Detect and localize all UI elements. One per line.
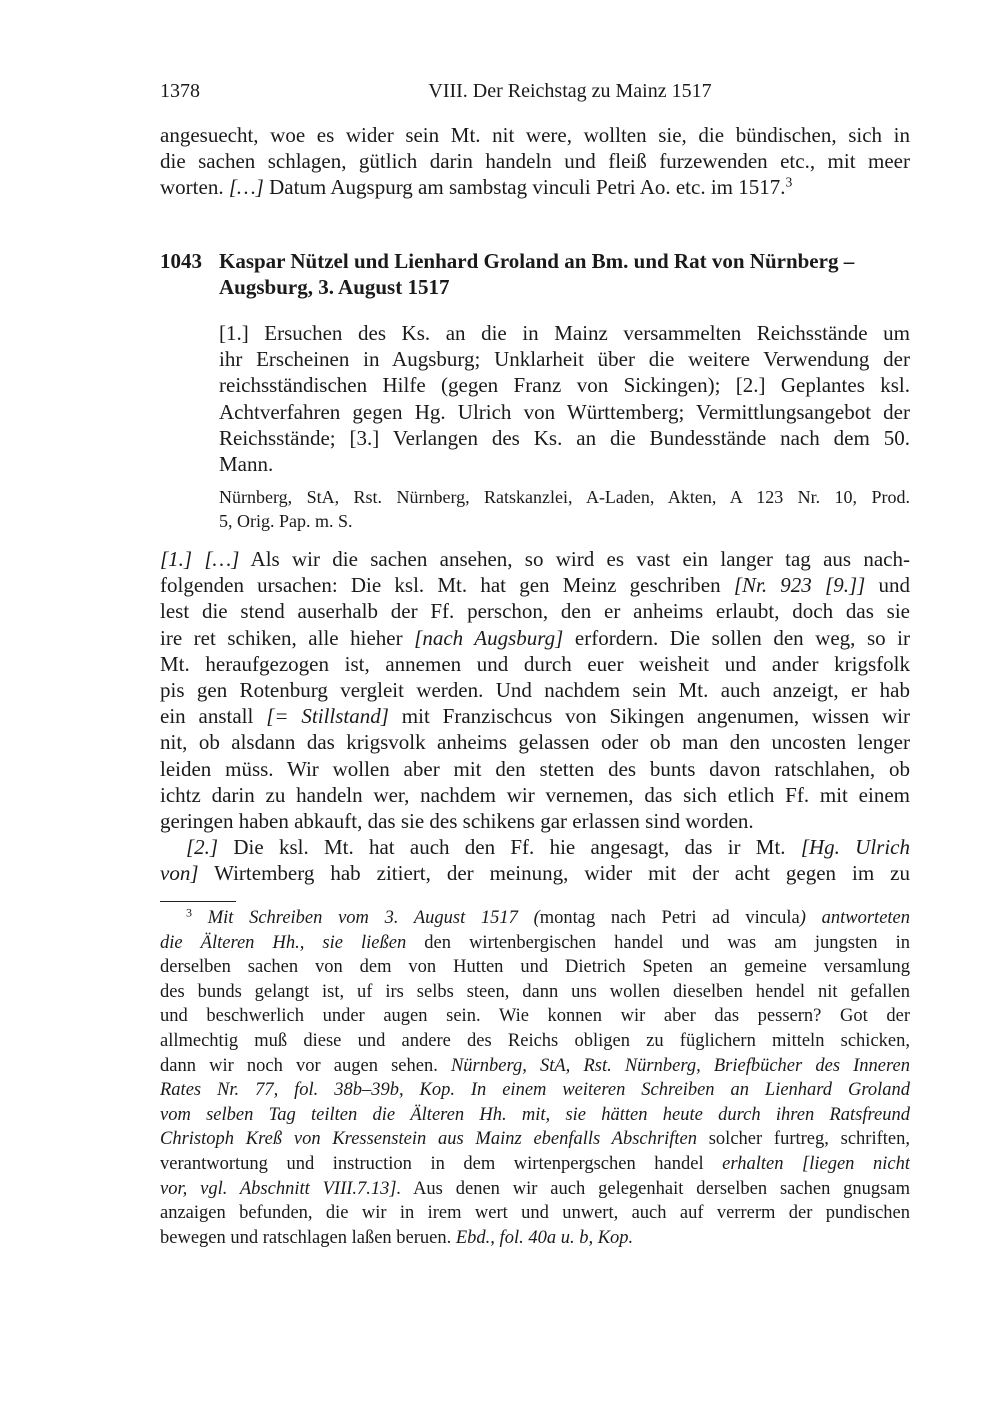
text-segment: ein anstall (160, 704, 267, 729)
text-segment: worten. (160, 175, 229, 200)
text-line (160, 955, 910, 980)
text-segment: und beschwerlich under augen sein. Wie konnen wir aber das pessern? Got der (160, 1006, 910, 1027)
text-segment: Nürnberg, StA, Rst. Nürnberg, Ratskanzlei, A-Laden, Akten, A 123 Nr. 10, Prod. (219, 487, 910, 507)
text-segment: dann wir noch vor augen sehen. (160, 1055, 451, 1076)
text-line (160, 782, 910, 808)
text-segment: den wirtenbergischen handel und was am jungsten in (406, 932, 910, 953)
text-line (160, 598, 910, 624)
text-segment: und (865, 573, 910, 598)
text-segment: [Hg. Ulrich (800, 835, 910, 860)
text-segment: [1.] […] (160, 547, 240, 571)
text-line (160, 174, 910, 200)
text-segment: pis gen Rotenburg vergleit werden. Und nachdem sein Mt. auch anzeigt, er hab (160, 677, 910, 702)
text-segment: erfordern. Die sollen den weg, so ir (563, 625, 910, 650)
text-segment: [= Stillstand] (266, 704, 389, 729)
text-segment: erhalten [liegen nicht (722, 1153, 910, 1174)
text-segment: verantwortung und instruction in dem wirtenpergschen handel (160, 1153, 723, 1174)
text-segment: Als wir die sachen ansehen, so wird es vast ein langer tag aus nach- (239, 547, 910, 571)
text-line (160, 677, 910, 703)
text-line (160, 1201, 910, 1226)
document-summary (219, 320, 910, 477)
text-line (160, 756, 910, 782)
text-segment: leiden müss. Wir wollen aber mit den stetten des bunts davon ratschlahen, ob (160, 756, 910, 781)
document-number: 1043 (160, 249, 202, 273)
intro-paragraph (160, 122, 910, 201)
text-segment: bewegen und ratschlagen laßen beruen. (160, 1227, 456, 1248)
text-segment: ) antworteten (799, 908, 910, 928)
text-line (219, 485, 910, 509)
text-segment: von] (160, 861, 199, 886)
text-line (160, 625, 910, 651)
text-segment: derselben sachen von dem von Hutten und Dietrich Speten an gemeine versamlung (160, 957, 910, 978)
text-line (219, 509, 910, 533)
text-line (160, 931, 910, 956)
document-body (160, 546, 910, 886)
text-line (160, 148, 910, 174)
text-segment: Aus denen wir auch gelegenhait derselben sachen gnugsam (401, 1178, 910, 1199)
footnote-rule (160, 901, 236, 902)
text-segment: [2.] (186, 835, 219, 860)
text-segment: anzaigen befunden, die wir in irem wert und unwert, auch auf verrerm der pundischen (160, 1203, 910, 1224)
text-segment (192, 908, 208, 928)
text-segment: ihr Erscheinen in Augsburg; Unklarheit über die weitere Verwendung der (219, 347, 910, 372)
document-title (219, 248, 910, 300)
text-segment: Achtverfahren gegen Hg. Ulrich von Württemberg; Vermittlungsangebot der (219, 399, 910, 424)
text-segment: 5, Orig. Pap. m. S. (219, 511, 353, 531)
text-segment: [nach Augsburg] (414, 625, 564, 650)
text-segment: des bunds gelangt ist, uf irs selbs steen, dann uns wollen dieselben hendel nit gefallen (160, 981, 910, 1002)
text-segment: Datum Augspurg am sambstag vinculi Petri Ao. etc. im 1517. (263, 175, 786, 200)
text-segment: mit Franzischcus von Sikingen angenumen, wissen wir (388, 704, 910, 729)
text-line (160, 546, 910, 572)
text-segment: allmechtig muß diese und andere des Reichs obligen zu füglichern mitteln schicken, (160, 1030, 910, 1051)
text-line (160, 1127, 910, 1152)
text-segment: Nürnberg, StA, Rst. Nürnberg, Briefbücher des Inneren (450, 1055, 910, 1076)
text-segment: die sachen schlagen, gütlich darin handeln und fleiß furzewenden etc., mit meer (160, 149, 910, 174)
text-segment: Wirtemberg hab zitiert, der meinung, wider mit der acht gegen im zu (198, 861, 910, 886)
text-line (160, 808, 910, 834)
text-segment: solcher furtreg, schriften, (696, 1129, 910, 1150)
text-line (160, 1177, 910, 1202)
text-line (219, 451, 910, 477)
text-line (219, 372, 910, 398)
text-segment: vom selben Tag teilten die Älteren Hh. mit, sie hätten heute durch ihren Ratsfreund (160, 1104, 910, 1125)
source-citation (219, 485, 910, 533)
text-line (160, 729, 910, 755)
page-number: 1378 (160, 80, 200, 102)
text-segment: Mit Schreiben vom 3. August 1517 ( (207, 908, 540, 928)
text-segment: Mt. heraufgezogen ist, annemen und durch euer weisheit und ander krigsfolk (160, 651, 910, 676)
text-line (160, 1152, 910, 1177)
text-segment: geringen haben abkauft, das sie des schikens gar erlassen sind worden. (160, 808, 754, 833)
text-line (160, 572, 910, 598)
text-line (160, 1029, 910, 1054)
footnote-marker: 3 (186, 906, 193, 920)
text-line (160, 834, 910, 860)
text-segment: folgenden ursachen: Die ksl. Mt. hat gen Meinz geschriben (160, 573, 734, 598)
footnote-3 (160, 906, 910, 1250)
text-line (160, 1054, 910, 1079)
text-segment: vor, vgl. Abschnitt VIII.7.13]. (160, 1178, 402, 1199)
text-segment: Rates Nr. 77, fol. 38b–39b, Kop. In einem weiteren Schreiben an Lienhard Groland (160, 1080, 910, 1101)
text-line (160, 860, 910, 886)
text-segment: reichsständischen Hilfe (gegen Franz von Sickingen); [2.] Geplantes ksl. (219, 373, 910, 398)
running-title: VIII. Der Reichstag zu Mainz 1517 (428, 80, 712, 102)
text-line (219, 399, 910, 425)
text-line (160, 1226, 910, 1251)
text-segment: angesuecht, woe es wider sein Mt. nit were, wollten sie, die bündischen, sich in (160, 123, 910, 147)
text-segment: [Nr. 923 [9.]] (733, 573, 866, 598)
title-line: Augsburg, 3. August 1517 (219, 275, 450, 299)
text-segment: Ebd., fol. 40a u. b, Kop. (455, 1227, 634, 1248)
text-segment: [1.] Ersuchen des Ks. an die in Mainz versammelten Reichsstände um (219, 321, 910, 345)
text-segment: ichtz darin zu handeln wer, nachdem wir vernemen, das sich etlich Ff. mit einem (160, 782, 910, 807)
text-line (160, 906, 910, 931)
document-heading (160, 248, 910, 300)
text-line (160, 980, 910, 1005)
text-segment: nit, ob alsdann das krigsvolk anheims gelassen oder ob man den uncosten lenger (160, 730, 910, 755)
text-segment: Christoph Kreß von Kressenstein aus Mainz ebenfalls Abschriften (160, 1129, 697, 1150)
text-line (219, 320, 910, 346)
text-line (160, 1103, 910, 1128)
text-segment: die Älteren Hh., sie ließen (160, 932, 407, 953)
text-line (160, 122, 910, 148)
footnote-marker: 3 (785, 174, 793, 190)
text-segment: montag nach Petri ad vincula (539, 908, 800, 928)
text-line (160, 703, 910, 729)
text-line (160, 1078, 910, 1103)
text-segment: Mann. (219, 451, 274, 476)
text-segment: Reichsstände; [3.] Verlangen des Ks. an die Bundesstände nach dem 50. (219, 425, 910, 450)
text-segment: ire ret schiken, alle hieher (160, 625, 415, 650)
title-line: Kaspar Nützel und Lienhard Groland an Bm. und Rat von Nürnberg – (219, 249, 855, 273)
text-segment: Die ksl. Mt. hat auch den Ff. hie angesagt, das ir Mt. (218, 835, 801, 860)
text-line (219, 346, 910, 372)
text-line (160, 651, 910, 677)
text-line (160, 1004, 910, 1029)
text-line (219, 425, 910, 451)
text-segment: lest die stend auserhalb der Ff. perschon, den er anheims erlaubt, doch das sie (160, 599, 910, 624)
text-segment: […] (228, 175, 264, 200)
